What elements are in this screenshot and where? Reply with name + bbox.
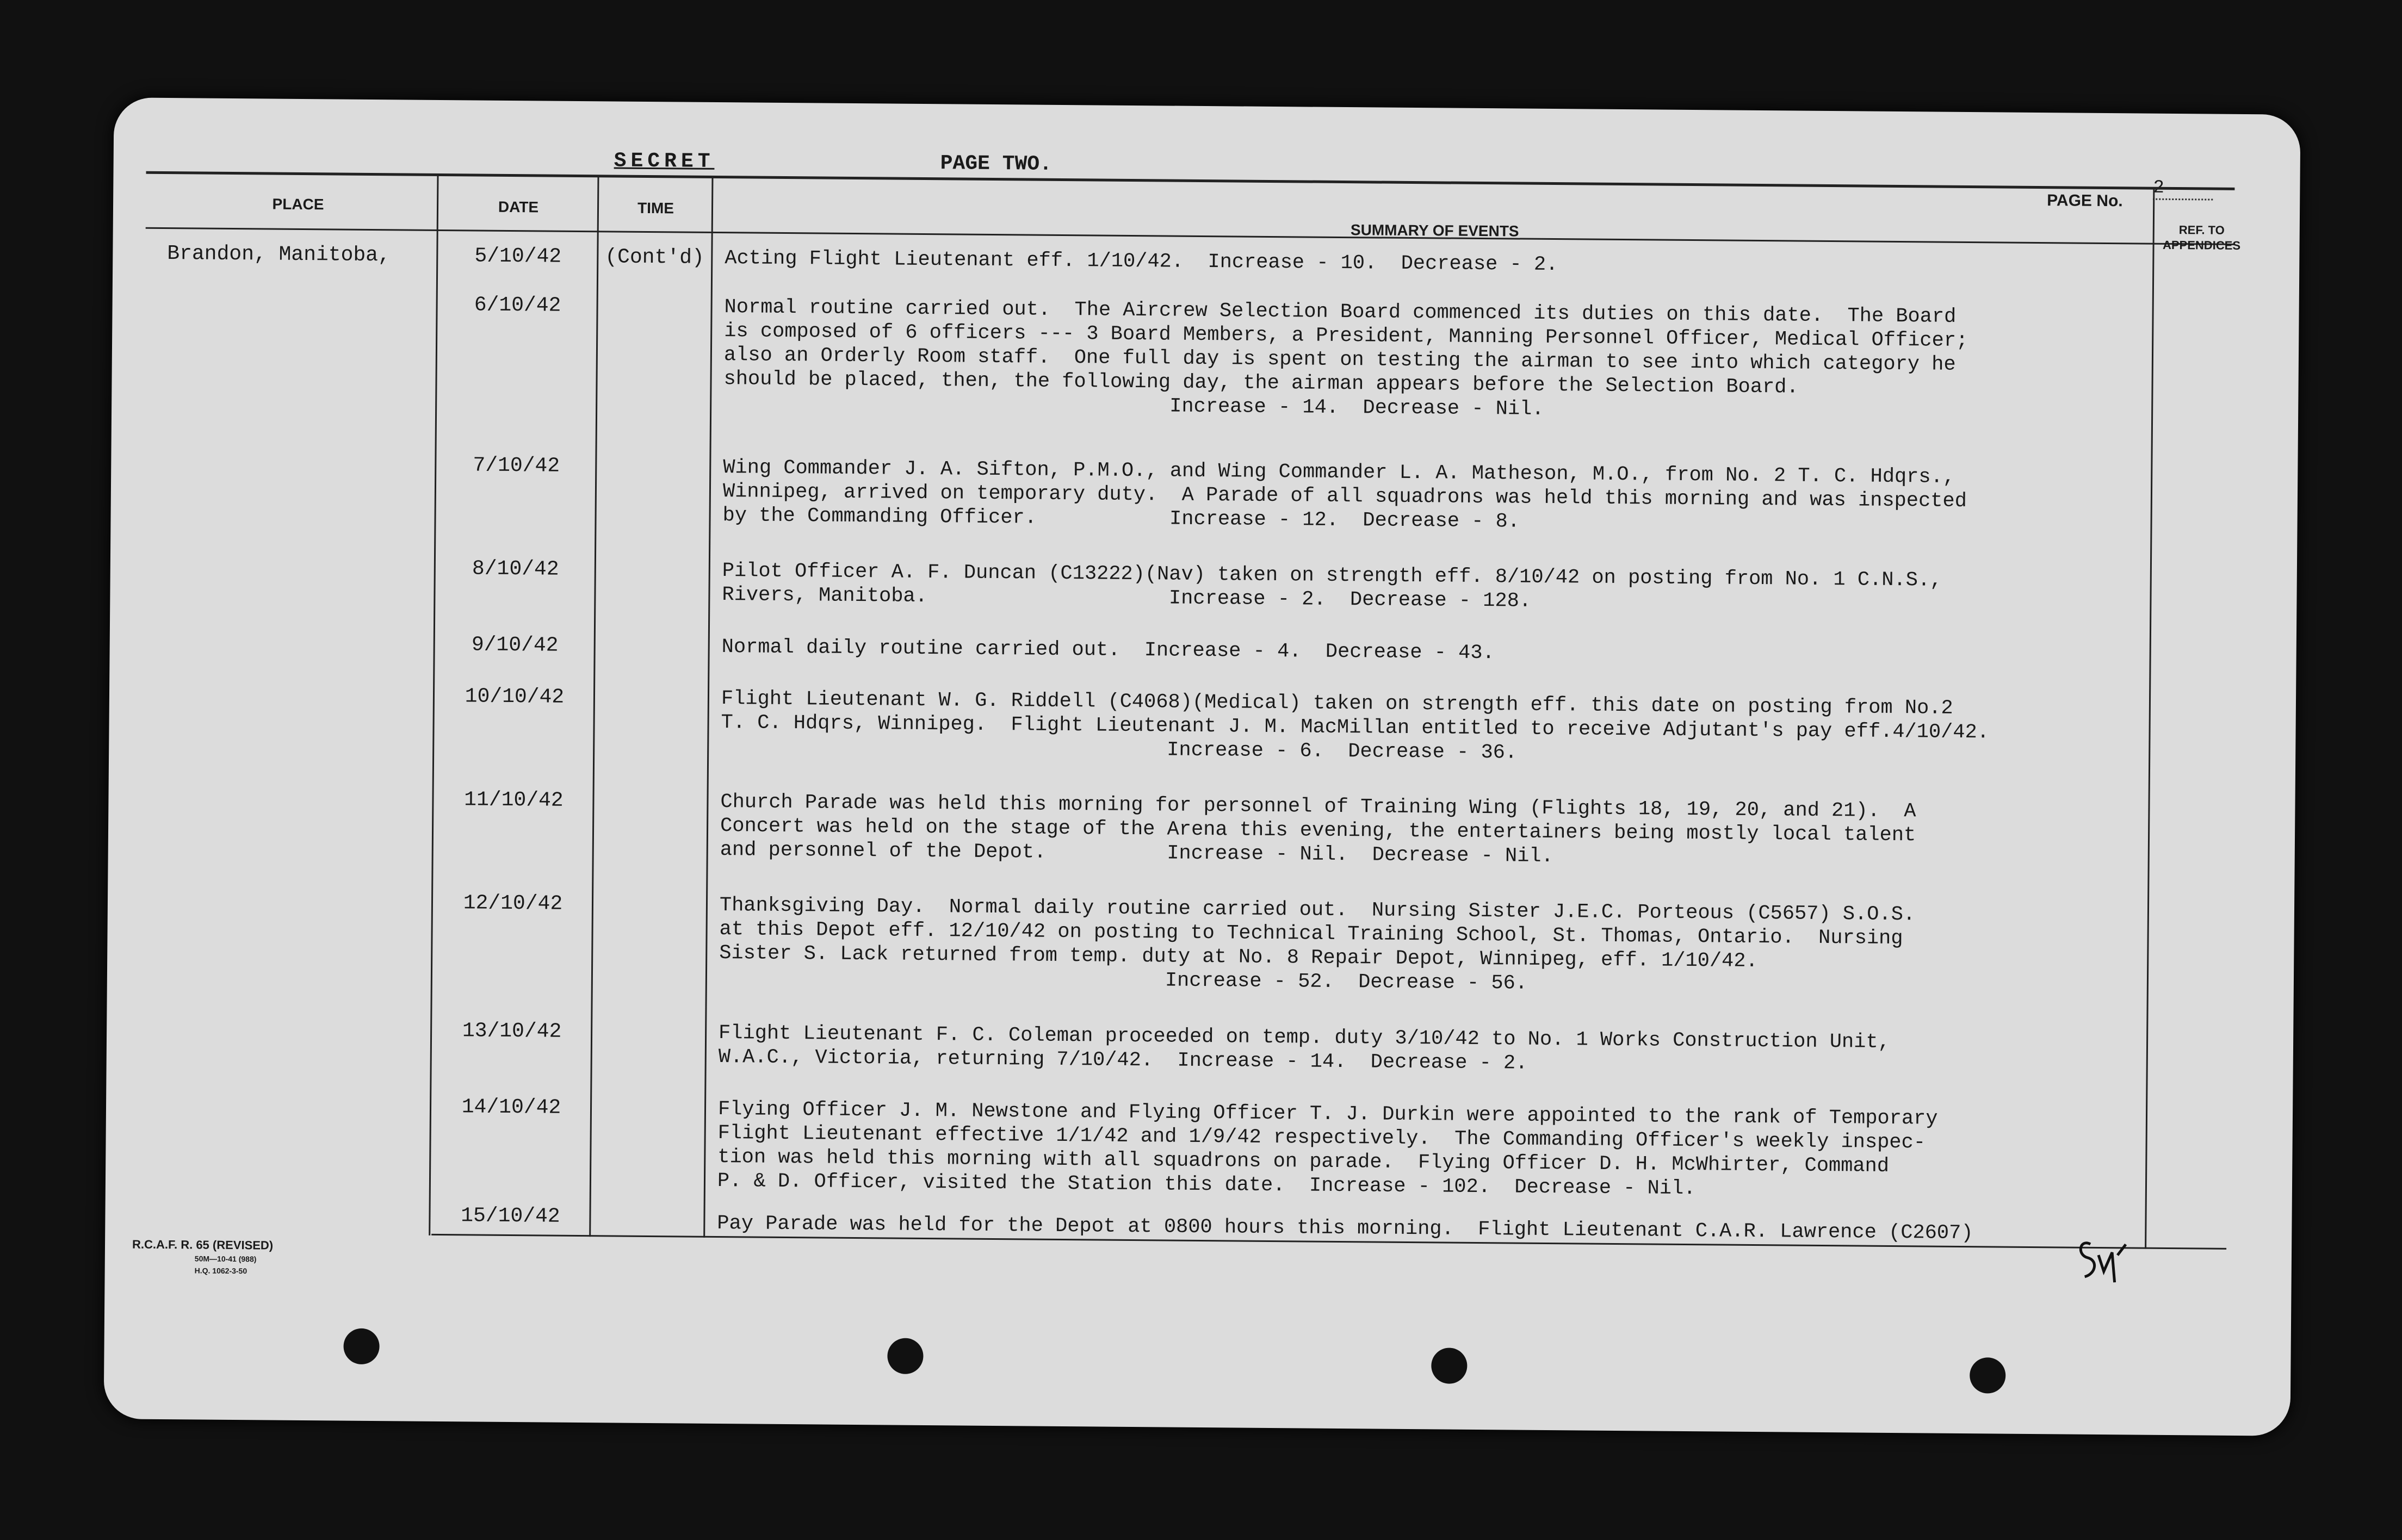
entry-totals: Increase - 52. Decrease - 56. — [1165, 969, 1528, 995]
col-header-date: DATE — [498, 198, 539, 216]
entry-date: 14/10/42 — [461, 1095, 561, 1120]
entry-date: 8/10/42 — [472, 557, 559, 581]
entry-date: 6/10/42 — [474, 293, 561, 318]
col-header-summary: SUMMARY OF EVENTS — [1350, 221, 1519, 240]
entry-date: 9/10/42 — [471, 633, 559, 657]
entry-date: 5/10/42 — [474, 244, 562, 269]
entry-text: Flight Lieutenant W. G. Riddell (C4068)(Medical) taken on strength eff. this date on posting from No.2 T. C. Hdqrs, Winnipeg. Flight Lieutenant J. M. MacMillan entitled to receive Adjutant's pay eff.4/10/42. Increase - 6. Decrease - 36. — [721, 687, 2141, 769]
binder-hole — [343, 1328, 380, 1365]
form-hq-ref: H.Q. 1062-3-50 — [194, 1266, 247, 1276]
entry-totals: Increase - 6. Decrease - 36. — [1167, 738, 1518, 765]
form-number: R.C.A.F. R. 65 (REVISED) — [132, 1237, 274, 1252]
diary-page — [104, 97, 2301, 1436]
col-header-place: PLACE — [272, 195, 324, 213]
entry-text: Flying Officer J. M. Newstone and Flying Officer T. J. Durkin were appointed to the rank of Temporary Flight Lieutenant effective 1/1/42 and 1/9/42 respectively. The Commanding Officer's weekly inspec- tion was held this morning with all squadrons on parade. Flying Officer D. H. McWhirter, Command P. & D. Officer, visited the Station this date. Increase - 102. Decrease - Nil. — [717, 1098, 1938, 1201]
entry-text: Normal routine carried out. The Aircrew Selection Board commenced its duties on this date. The Board is composed of 6 officers --- 3 Board Members, a President, Manning Personnel Officer, Medical Officer; also an Orderly Room staff. One full day is spent on testing the airman to see into which category he should be placed, then, the following day, the airman appears before the Selection Board. Increase - 14. Decrease - Nil. — [723, 295, 2144, 426]
entry-text: Acting Flight Lieutenant eff. 1/10/42. Increase - 10. Decrease - 2. — [725, 247, 1558, 277]
top-rule — [146, 171, 2235, 190]
classification: SECRET — [614, 149, 715, 173]
entry-text: Church Parade was held this morning for personnel of Training Wing (Flights 18, 19, 20, and 21). A Concert was held on the stage of the Arena this evening, the entertainers being mostly local talent and personnel of the Depot. Increase - Nil. Decrease - Nil. — [720, 791, 1916, 868]
binder-hole — [1970, 1357, 2006, 1394]
form-footer — [132, 1237, 274, 1277]
entry-date: 10/10/42 — [465, 685, 565, 709]
entry-text: Pilot Officer A. F. Duncan (C13222)(Nav) taken on strength eff. 8/10/42 on posting from No. 1 C.N.S., Rivers, Manitoba. Increase - 2. Decrease - 128. — [722, 560, 1942, 613]
entry-date: 12/10/42 — [463, 891, 563, 916]
entry-text: Wing Commander J. A. Sifton, P.M.O., and Wing Commander L. A. Matheson, M.O., from No. 2 T. C. Hdqrs., Winnipeg, arrived on temporary duty. A Parade of all squadrons was held this morning and was inspected by the Commanding Officer. Increase - 12. Decrease - 8. — [722, 456, 1967, 533]
page-title: PAGE TWO. — [940, 152, 1053, 176]
entry-date: 7/10/42 — [473, 454, 560, 478]
binder-hole — [887, 1338, 924, 1374]
entry-date: 13/10/42 — [462, 1019, 562, 1044]
binder-hole — [1431, 1348, 1468, 1384]
handwritten-initials — [2073, 1233, 2139, 1294]
entry-date: 11/10/42 — [464, 788, 564, 812]
col-rule-summary — [2145, 189, 2155, 1249]
entry-text: Normal daily routine carried out. Increase - 4. Decrease - 43. — [721, 636, 1495, 665]
entry-text: Thanksgiving Day. Normal daily routine carried out. Nursing Sister J.E.C. Porteous (C5657) S.O.S. at this Depot eff. 12/10/42 on posting to Technical Training School, St. Thomas, Ontario. Nursing Sister S. Lack returned from temp. duty at No. 8 Repair Depot, Winnipeg, eff. 1/10/42. Increase - 52. Decrease - 56. — [719, 893, 2139, 1000]
time-value: (Cont'd) — [605, 245, 704, 270]
place-value: Brandon, Manitoba, — [167, 242, 391, 268]
col-header-time: TIME — [637, 199, 674, 217]
entry-text: Flight Lieutenant F. C. Coleman proceeded on temp. duty 3/10/42 to No. 1 Works Construction Unit, W.A.C., Victoria, returning 7/10/42. Increase - 14. Decrease - 2. — [718, 1022, 1890, 1075]
entry-date: 15/10/42 — [461, 1204, 560, 1228]
page-no-label: PAGE No. — [2047, 191, 2123, 210]
entry-text: Pay Parade was held for the Depot at 0800 hours this morning. Flight Lieutenant C.A.R. Lawrence (C2607) — [717, 1212, 1973, 1245]
form-print-run: 50M—10-41 (988) — [194, 1254, 257, 1264]
col-header-ref: REF. TO APPENDICES — [2162, 223, 2241, 252]
col-rule-time — [703, 177, 713, 1238]
entry-totals: Increase - 14. Decrease - Nil. — [1169, 395, 1544, 421]
